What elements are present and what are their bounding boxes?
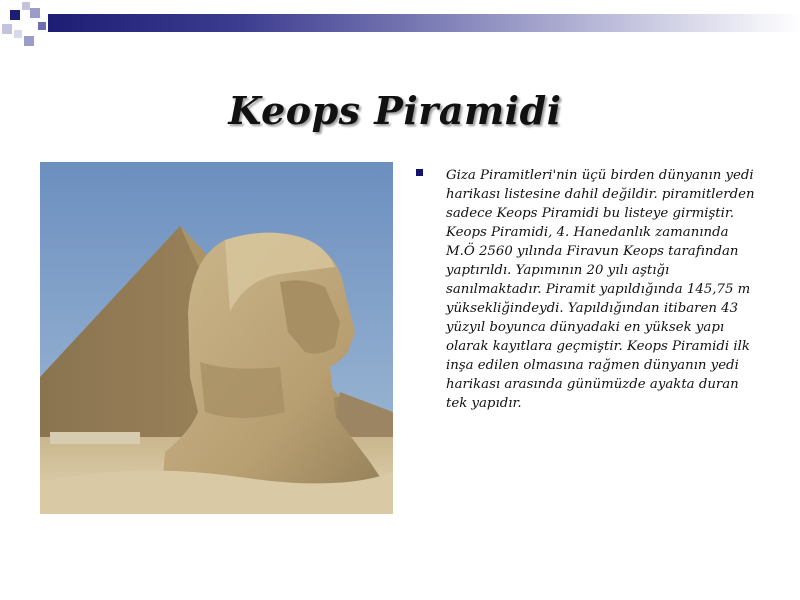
decor-square bbox=[2, 24, 12, 34]
square-bullet-icon bbox=[416, 169, 423, 176]
decor-square bbox=[10, 10, 20, 20]
pyramid-and-sphinx-photo bbox=[40, 162, 393, 514]
decor-square bbox=[24, 36, 34, 46]
slide-title: Keops Piramidi bbox=[228, 88, 562, 133]
decor-square bbox=[30, 8, 40, 18]
bullet-item bbox=[416, 166, 761, 413]
decor-square bbox=[38, 22, 46, 30]
decor-square bbox=[22, 2, 30, 10]
header-gradient-bar bbox=[48, 14, 800, 32]
decor-square bbox=[14, 30, 22, 38]
header-decoration bbox=[0, 0, 800, 46]
bullet-text: Giza Piramitleri'nin üçü birden dünyanın yedi harikası listesine dahil değildir. piramitlerden sadece Keops Piramidi bu listeye girmiştir. Keops Piramidi, 4. Hanedanlık zamanında M.Ö 2560 yılında Firavun Keops tarafından yaptırıldı. Yapımının 20 yılı aştığı sanılmaktadır. Piramit yapıldığında 145,75 m yüksekliğindeydi. Yapıldığından itibaren 43 yüzyıl boyunca dünyadaki en yüksek yapı olarak kayıtlara geçmiştir. Keops Piramidi ilk inşa edilen olmasına rağmen dünyanın yedi harikası arasında günümüzde ayakta duran tek yapıdır. bbox=[446, 168, 755, 411]
